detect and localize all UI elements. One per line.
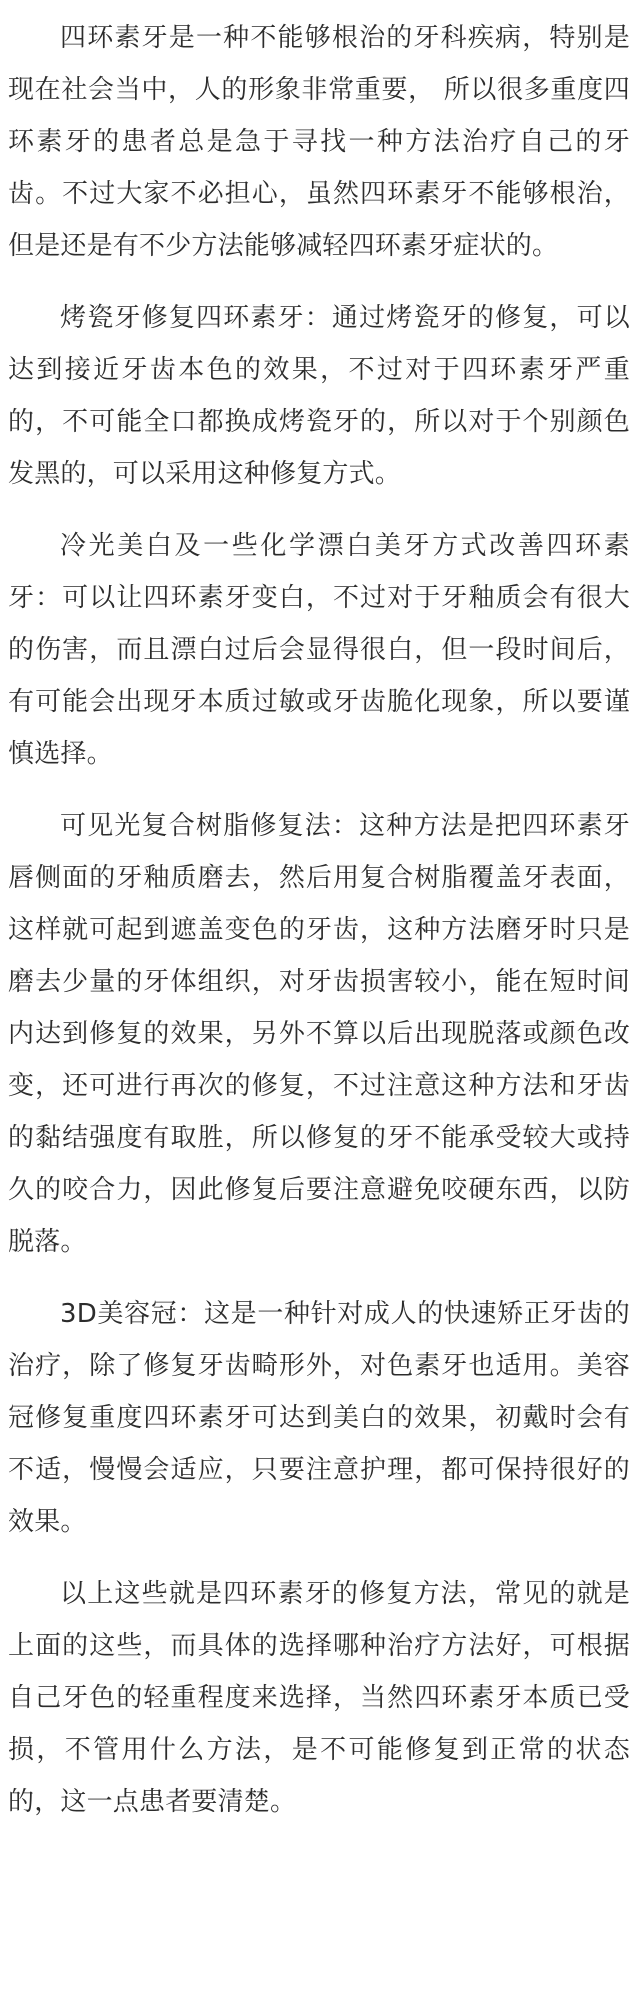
paragraph-porcelain-crown: 烤瓷牙修复四环素牙：通过烤瓷牙的修复，可以达到接近牙齿本色的效果，不过对于四环素牙严重的，不可能全口都换成烤瓷牙的，所以对于个别颜色发黑的，可以采用这种修复方式。 bbox=[8, 303, 630, 489]
paragraph-conclusion: 以上这些就是四环素牙的修复方法，常见的就是上面的这些，而具体的选择哪种治疗方法好，可根据自己牙色的轻重程度来选择，当然四环素牙本质已受损，不管用什么方法，是不可能修复到正常的状态的，这一点患者要清楚。 bbox=[8, 1579, 630, 1817]
paragraph-cold-light-whitening: 冷光美白及一些化学漂白美牙方式改善四环素牙：可以让四环素牙变白，不过对于牙釉质会有很大的伤害，而且漂白过后会显得很白，但一段时间后，有可能会出现牙本质过敏或牙齿脆化现象，所以要谨慎选择。 bbox=[8, 531, 630, 769]
paragraph-3d-crown: 3D美容冠：这是一种针对成人的快速矫正牙齿的治疗，除了修复牙齿畸形外，对色素牙也适用。美容冠修复重度四环素牙可达到美白的效果，初戴时会有不适，慢慢会适应，只要注意护理，都可保持很好的效果。 bbox=[8, 1299, 630, 1537]
paragraph-intro: 四环素牙是一种不能够根治的牙科疾病，特别是现在社会当中，人的形象非常重要， 所以很多重度四环素牙的患者总是急于寻找一种方法治疗自己的牙齿。不过大家不必担心，虽然四环素牙不能够根治，但是还是有不少方法能够减轻四环素牙症状的。 bbox=[8, 23, 630, 261]
paragraph-composite-resin: 可见光复合树脂修复法：这种方法是把四环素牙唇侧面的牙釉质磨去，然后用复合树脂覆盖牙表面，这样就可起到遮盖变色的牙齿，这种方法磨牙时只是磨去少量的牙体组织，对牙齿损害较小，能在短时间内达到修复的效果，另外不算以后出现脱落或颜色改变，还可进行再次的修复，不过注意这种方法和牙齿的黏结强度有取胜，所以修复的牙不能承受较大或持久的咬合力，因此修复后要注意避免咬硬东西，以防脱落。 bbox=[8, 811, 630, 1257]
